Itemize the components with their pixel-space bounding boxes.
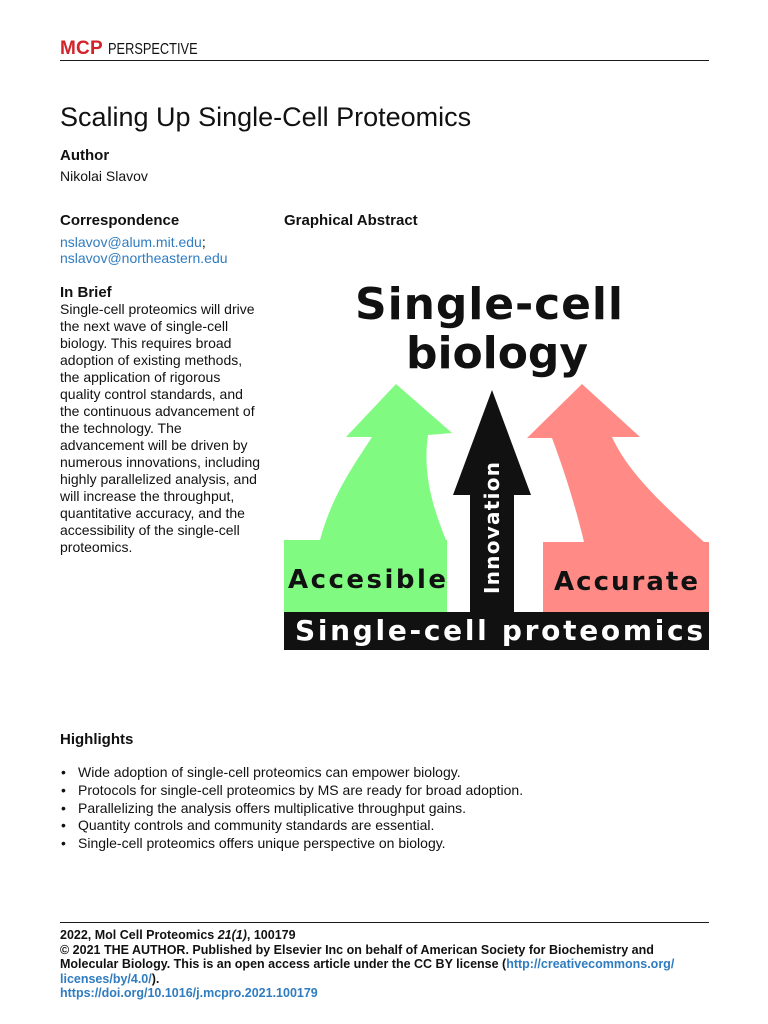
- citation-line: [60, 928, 674, 943]
- in-brief-heading: In Brief: [60, 284, 112, 301]
- header-rule: [60, 60, 709, 61]
- graphical-abstract-heading: Graphical Abstract: [284, 212, 418, 229]
- in-brief-line: the application of rigorous: [60, 369, 221, 385]
- highlight-item: • Wide adoption of single-cell proteomics can empower biology.: [60, 764, 523, 782]
- license-close: ).: [151, 971, 160, 986]
- highlight-item: • Protocols for single-cell proteomics by MS are ready for broad adoption.: [60, 782, 523, 800]
- highlight-item: • Parallelizing the analysis offers multiplicative throughput gains.: [60, 800, 523, 818]
- figure-title-line2: biology: [406, 328, 588, 379]
- license-text: Molecular Biology. This is an open access article under the CC BY license (: [60, 957, 507, 972]
- article-type: PERSPECTIVE: [107, 41, 198, 58]
- email-line-1: [60, 234, 228, 250]
- graphical-abstract-figure: [284, 280, 709, 650]
- in-brief-line: accessibility of the single-cell: [60, 522, 240, 538]
- highlight-item: • Single-cell proteomics offers unique perspective on biology.: [60, 835, 523, 853]
- in-brief-line: biology. This requires broad: [60, 335, 232, 351]
- copyright-line-1: © 2021 THE AUTHOR. Published by Elsevier Inc on behalf of American Society for Biochemistry and: [60, 942, 654, 957]
- in-brief-line: numerous innovations, including: [60, 454, 261, 470]
- correspondence-heading: Correspondence: [60, 212, 180, 229]
- figure-title-line1: Single-cell: [355, 280, 623, 330]
- in-brief-text: [60, 301, 260, 556]
- license-link-part1[interactable]: http://creativecommons.org/: [506, 957, 675, 972]
- proteomics-label: Single-cell proteomics: [295, 614, 703, 647]
- in-brief-line: proteomics.: [60, 539, 133, 555]
- email-link-secondary[interactable]: nslavov@northeastern.edu: [60, 250, 228, 266]
- journal-logo: MCP: [60, 38, 103, 59]
- in-brief-line: adoption of existing methods,: [60, 352, 243, 368]
- email-link-primary[interactable]: nslavov@alum.mit.edu: [60, 234, 202, 250]
- highlights-heading: Highlights: [60, 731, 134, 748]
- copyright-line-2: [60, 957, 674, 972]
- highlight-item: • Quantity controls and community standards are essential.: [60, 817, 523, 835]
- in-brief-line: Single-cell proteomics will drive: [60, 301, 255, 317]
- author-heading: Author: [60, 147, 110, 164]
- license-link-part2[interactable]: licenses/by/4.0/: [60, 971, 152, 986]
- doi-link[interactable]: https://doi.org/10.1016/j.mcpro.2021.100179: [60, 986, 318, 1001]
- accessible-arrow: [320, 384, 452, 540]
- highlights-list: [60, 764, 523, 853]
- in-brief-line: the technology. The: [60, 420, 182, 436]
- article-title: Scaling Up Single-Cell Proteomics: [60, 102, 472, 132]
- in-brief-line: advancement will be driven by: [60, 437, 248, 453]
- accurate-arrow: [527, 384, 704, 542]
- in-brief-line: quality control standards, and: [60, 386, 243, 402]
- email-separator: ;: [201, 234, 206, 250]
- in-brief-line: quantitative accuracy, and the: [60, 505, 245, 521]
- citation-volume: 21(1): [217, 928, 247, 942]
- doi-line: [60, 986, 674, 1001]
- in-brief-line: highly parallelized analysis, and: [60, 471, 257, 487]
- citation-prefix: 2022, Mol Cell Proteomics: [60, 928, 218, 942]
- journal-header: [60, 38, 220, 60]
- in-brief-line: will increase the throughput,: [60, 488, 235, 504]
- correspondence-emails: [60, 234, 228, 266]
- in-brief-line: the continuous advancement of: [60, 403, 255, 419]
- accurate-label: Accurate: [554, 567, 698, 597]
- author-name: Nikolai Slavov: [60, 168, 148, 184]
- citation-suffix: , 100179: [246, 928, 296, 942]
- in-brief-line: the next wave of single-cell: [60, 318, 229, 334]
- copyright-line-3: [60, 972, 674, 987]
- footer-citation: [60, 928, 674, 1001]
- email-line-2: [60, 250, 228, 266]
- innovation-label: Innovation: [480, 462, 504, 594]
- accessible-label: Accesible: [288, 565, 446, 595]
- footer-rule: [60, 922, 709, 923]
